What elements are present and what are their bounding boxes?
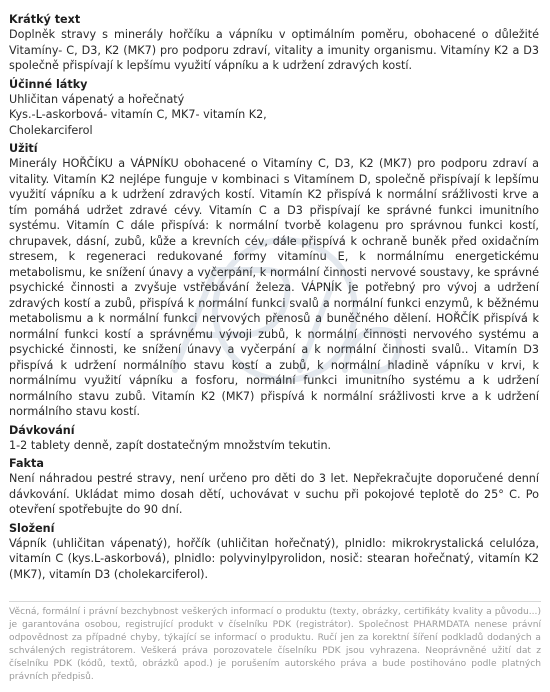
uziti-body: Minerály HOŘČÍKU a VÁPNÍKU obohacené o Vitamíny C, D3, K2 (MK7) pro podporu zdraví a vitality. Vitamín K2 nejlépe funguje v kombinaci s Vitamínem D, společně přispívají k lepšímu využití vápníku a k udržení zdravých kostí. Vitamín K2 přispívá k normální srážlivosti krve a tím pomáhá udržet zdravé cévy. Vitamín C a D3 přispívají ke správné funkci imunitního systému. Vitamín C dále přispívá: k normální tvorbě kolagenu pro správnou funkci kostí, chrupavek, dásní, zubů, kůže a krevních cév, dále přispívá k ochraně buněk před oxidačním stresem, k regeneraci redukované formy vitamínu E, k normálnímu energetickému metabolismu, ke snížení únavy a vyčerpání, k normální činnosti nervové soustavy, ke správné psychické činnosti a zvyšuje vstřebávání železa. VÁPNÍK je potřebný pro vývoj a udržení zdravých kostí a zubů, přispívá k normální funkci svalů a normální funkci enzymů, k běžnému metabolismu a k normální funkci nervových přenosů a buněčného dělení. HOŘČÍK přispívá k normální funkci kostí a správnému vývoji zubů, k normální činnosti nervového systému a psychické činnosti, ke snížení únavy a vyčerpání a k normální činnosti svalů.. Vitamín D3 přispívá k udržení normálního stavu kostí a zubů, k normální hladině vápníku v krvi, k normálnímu využití vápníku a fosforu, normální funkci imunitního systému a k udržení normálního stavu zubů. Vitamín K2 (MK7) přispívá k normální srážlivosti krve a k udržení normálního stavu kostí.	[9, 157, 539, 418]
heading-ucinne-latky: Účinné látky	[9, 77, 88, 91]
fakta-body: Není náhradou pestré stravy, není určeno pro děti do 3 let. Nepřekračujte doporučené denní dávkování. Ukládat mimo dosah dětí, uchovávat v suchu při pokojové teplotě do 25° C. Po otevření spotřebujte do 90 dní.	[9, 472, 539, 516]
kratky-text-body: Doplněk stravy s minerály hořčíku a vápníku v optimálním poměru, obohacené o důležité Vitamíny- C, D3, K2 (MK7) pro podporu zdraví, vitality a imunity organismu. Vitamíny K2 a D3 společně přispívají k lepšímu využití vápníku a k udržení zdravých kostí.	[9, 28, 539, 72]
heading-fakta: Fakta	[9, 457, 44, 470]
product-description	[9, 12, 539, 585]
heading-davkovani: Dávkování	[9, 423, 75, 437]
heading-slozeni: Složení	[9, 521, 55, 535]
ucinne-latky-line: Uhličitan vápenatý a hořečnatý	[9, 92, 185, 106]
disclaimer-divider	[9, 601, 541, 602]
disclaimer-text: Věcná, formální i právní bezchybnost veškerých informací o produktu (texty, obrázky, certifikáty kvality a původu...) je garantována osobou, registrující produkt v číselníku PDK (registrátor). Společnost PHARMDATA nenese právní odpovědnost za případné chyby, týkající se informací o produktu. Ručí jen za korektní šíření podkladů dodaných a schválených registrátorem. Veškerá práva porozovatele číselníku PDK jsou vyhrazena. Neoprávněné užití dat z číselníku PDK (kódů, textů, obrázků apod.) je porušením autorského práva a bude postihováno podle platných právních předpisů.	[9, 607, 541, 682]
ucinne-latky-line: Cholekarciferol	[9, 123, 93, 137]
heading-kratky-text: Krátký text	[9, 13, 81, 26]
heading-uziti: Užití	[9, 142, 38, 155]
davkovani-body: 1-2 tablety denně, zapít dostatečným množstvím tekutin.	[9, 438, 332, 452]
ucinne-latky-line: Kys.-L-askorbová- vitamín C, MK7- vitamín K2,	[9, 108, 267, 121]
slozeni-body: Vápník (uhličitan vápenatý), hořčík (uhličitan hořečnatý), plnidlo: mikrokrystalická celulóza, vitamín C (kys.L-askorbová), plnidlo: polyvinylpyrolidon, nosič: stearan hořečnatý, vitamín K2 (MK7), vitamín D3 (cholekarciferol).	[9, 536, 539, 581]
